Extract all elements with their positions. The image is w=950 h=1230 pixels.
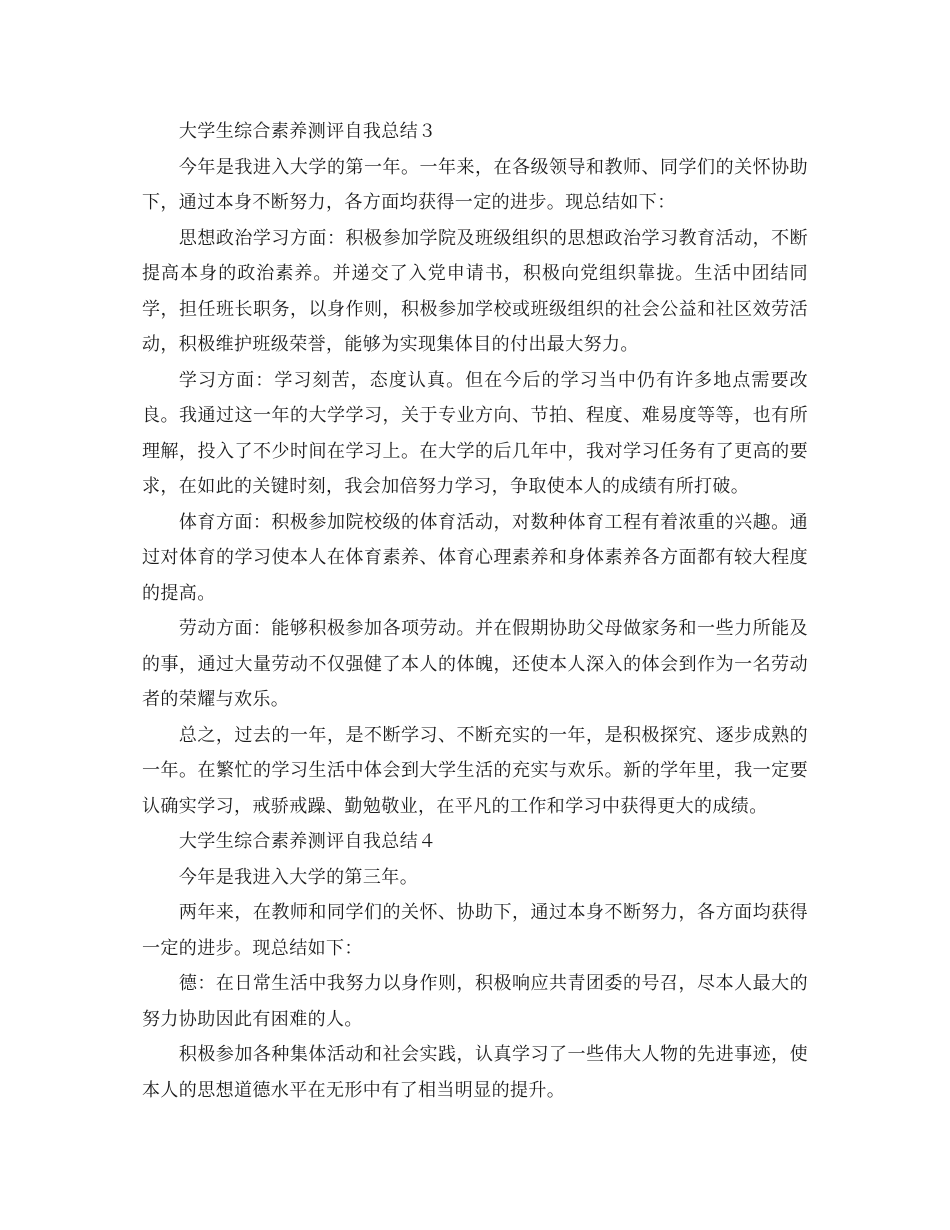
paragraph: 思想政治学习方面：积极参加学院及班级组织的思想政治学习教育活动，不断提高本身的政治素养。并递交了入党申请书，积极向党组织靠拢。生活中团结同学，担任班长职务，以身作则，积极参加学校或班级组织的社会公益和社区效劳活动，积极维护班级荣誉，能够为实现集体目的付出最大努力。: [142, 227, 808, 355]
paragraph: 今年是我进入大学的第三年。: [178, 866, 419, 888]
section-title: 大学生综合素养测评自我总结４: [178, 831, 437, 852]
paragraph: 总之，过去的一年，是不断学习、不断充实的一年，是积极探究、逐步成熟的一年。在繁忙的学习生活中体会到大学生活的充实与欢乐。新的学年里，我一定要认确实学习，戒骄戒躁、勤勉敬业，在平凡的工作和学习中获得更大的成绩。: [142, 724, 808, 817]
paragraph: 体育方面：积极参加院校级的体育活动，对数种体育工程有着浓重的兴趣。通过对体育的学习使本人在体育素养、体育心理素养和身体素养各方面都有较大程度的提高。: [142, 511, 808, 604]
paragraph: 学习方面：学习刻苦，态度认真。但在今后的学习当中仍有许多地点需要改良。我通过这一年的大学学习，关于专业方向、节拍、程度、难易度等等，也有所理解，投入了不少时间在学习上。在大学的后几年中，我对学习任务有了更高的要求，在如此的关键时刻，我会加倍努力学习，争取使本人的成绩有所打破。: [142, 369, 808, 497]
paragraph: 德：在日常生活中我努力以身作则，积极响应共青团委的号召，尽本人最大的努力协助因此有困难的人。: [142, 973, 808, 1030]
paragraph: 今年是我进入大学的第一年。一年来，在各级领导和教师、同学们的关怀协助下，通过本身不断努力，各方面均获得一定的进步。现总结如下：: [142, 156, 808, 213]
document-page: [142, 114, 808, 1108]
section-title: 大学生综合素养测评自我总结３: [178, 121, 437, 142]
paragraph: 积极参加各种集体活动和社会实践，认真学习了一些伟大人物的先进事迹，使本人的思想道德水平在无形中有了相当明显的提升。: [142, 1044, 808, 1101]
paragraph: 劳动方面：能够积极参加各项劳动。并在假期协助父母做家务和一些力所能及的事，通过大量劳动不仅强健了本人的体魄，还使本人深入的体会到作为一名劳动者的荣耀与欢乐。: [142, 618, 808, 710]
paragraph: 两年来，在教师和同学们的关怀、协助下，通过本身不断努力，各方面均获得一定的进步。现总结如下：: [142, 902, 808, 959]
